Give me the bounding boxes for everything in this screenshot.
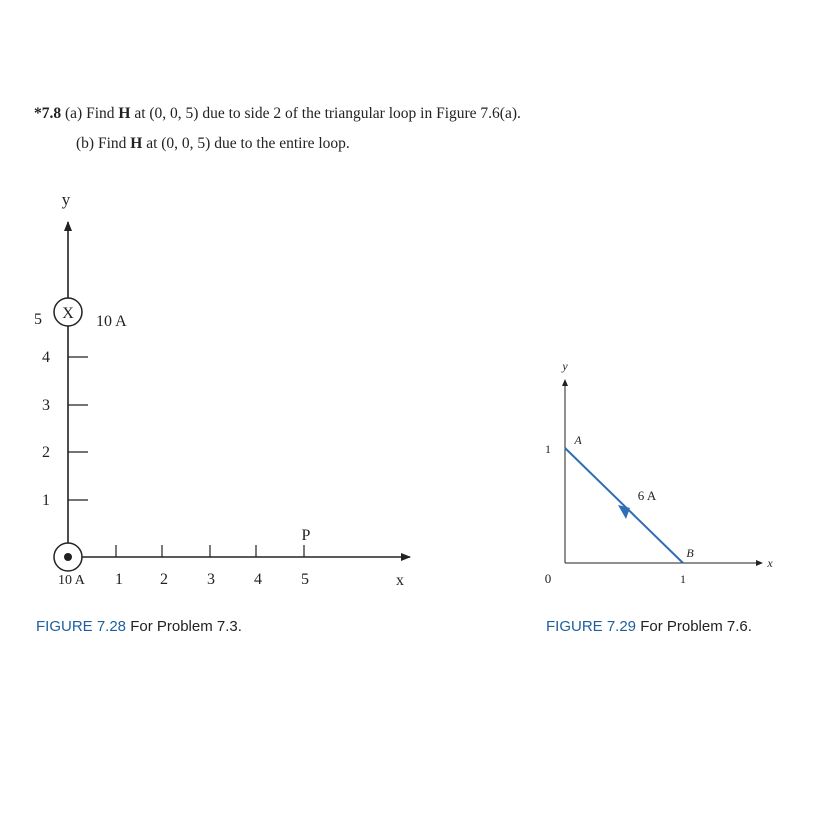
figure-7-29 (545, 359, 774, 586)
fig729-y-tick-label: 1 (545, 442, 551, 456)
part-a-text-after: at (0, 0, 5) due to side 2 of the triangular loop in Figure 7.6(a). (134, 105, 521, 122)
fig728-y-tick-label-4: 4 (42, 349, 50, 366)
wire-out-of-page-current: 10 A (58, 573, 85, 588)
vertex-a-label: A (574, 433, 582, 447)
fig729-origin-label: 0 (544, 571, 552, 586)
fig728-x-tick-label-2: 2 (160, 571, 168, 588)
fig728-x-tick-label-1: 1 (115, 571, 123, 588)
fig728-y-tick-label-3: 3 (42, 397, 50, 414)
current-segment-ab (565, 448, 683, 563)
fig728-y-tick-label-2: 2 (42, 444, 50, 461)
caption-7-28-label: FIGURE 7.28 (36, 618, 127, 635)
vertex-b-label: B (686, 546, 694, 560)
fig729-y-label: y (562, 359, 568, 373)
part-b-label: (b) (76, 135, 95, 152)
fig728-x-tick-label-5: 5 (301, 571, 309, 588)
current-direction-arrow-icon (618, 505, 630, 519)
caption-7-28-text: For Problem 7.3. (130, 618, 242, 635)
caption-figure-7-29 (546, 618, 752, 635)
caption-7-29-label: FIGURE 7.29 (546, 618, 637, 635)
fig729-current-label: 6 A (637, 488, 657, 503)
part-a-text-before: Find (86, 105, 115, 122)
figure-7-28 (34, 190, 410, 589)
part-a-bold-h: H (118, 105, 131, 122)
fig728-y-tick-label-5: 5 (34, 311, 42, 328)
caption-7-29-text: For Problem 7.6. (640, 618, 752, 635)
fig728-y-label: y (61, 190, 71, 209)
fig728-x-tick-label-3: 3 (207, 571, 215, 588)
fig728-y-tick-label-1: 1 (42, 492, 50, 509)
fig729-x-label: x (767, 556, 773, 570)
fig728-x-tick-label-4: 4 (254, 571, 262, 588)
part-b-text-before: Find (97, 135, 127, 152)
fig729-x-tick-label: 1 (680, 572, 686, 586)
wire-into-page-current: 10 A (96, 313, 127, 330)
part-b-bold-h: H (130, 135, 143, 152)
caption-figure-7-28 (36, 618, 242, 635)
problem-number: *7.8 (34, 105, 62, 122)
part-a-label: (a) (65, 105, 83, 122)
fig728-x-label: x (396, 572, 404, 589)
part-b-text-after: at (0, 0, 5) due to the entire loop. (146, 135, 350, 152)
wire-out-of-page-dot-icon (64, 553, 72, 561)
point-p-label: P (301, 527, 311, 544)
wire-into-page-symbol: X (62, 305, 74, 322)
